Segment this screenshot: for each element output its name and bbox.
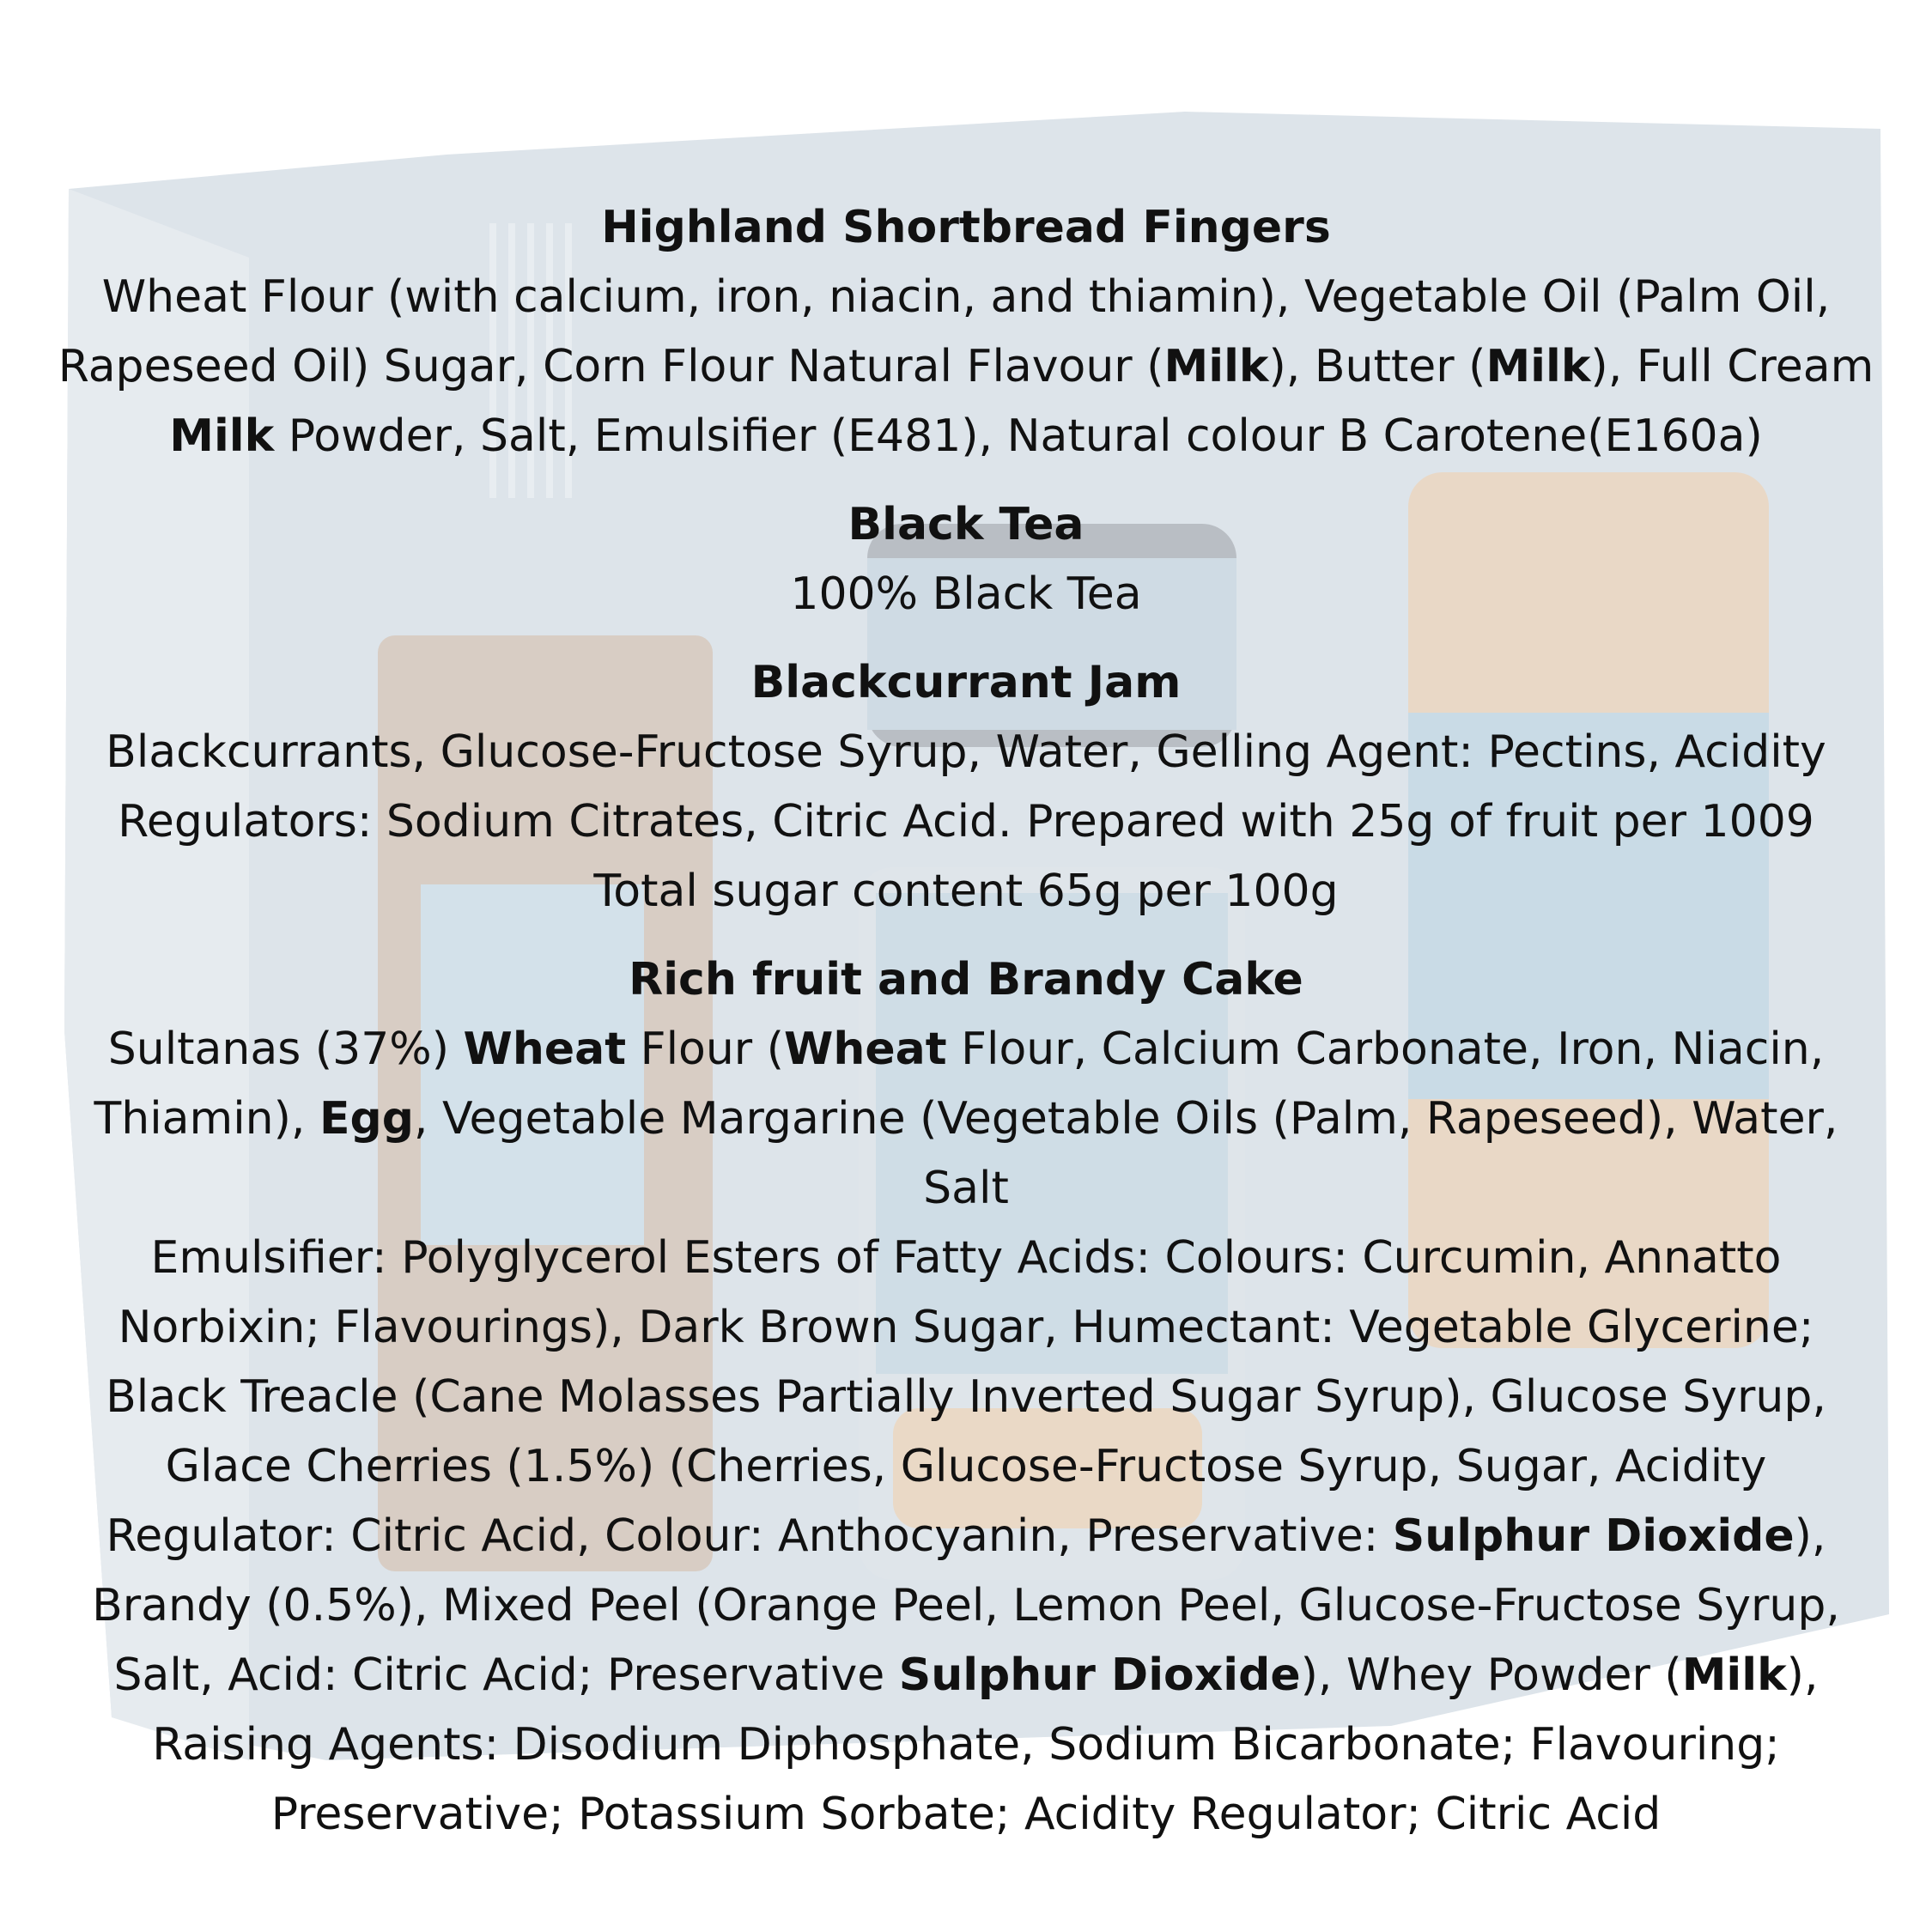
- shortbread-title: Highland Shortbread Fingers: [601, 202, 1331, 253]
- ingredients-text: [52, 193, 1880, 1868]
- cake-line: Preservative; Potassium Sorbate; Acidity Regulator; Citric Acid: [270, 1789, 1662, 1840]
- cake-line: Sultanas (37%) Wheat Flour (Wheat Flour, Calcium Carbonate, Iron, Niacin,: [107, 1024, 1825, 1075]
- shortbread-line: Wheat Flour (with calcium, iron, niacin, and thiamin), Vegetable Oil (Palm Oil,: [101, 271, 1831, 323]
- cake-title: Rich fruit and Brandy Cake: [629, 954, 1303, 1005]
- jam-line: Blackcurrants, Glucose-Fructose Syrup, Water, Gelling Agent: Pectins, Acidity: [106, 726, 1826, 778]
- cake-line: Norbixin; Flavourings), Dark Brown Sugar, Humectant: Vegetable Glycerine;: [118, 1302, 1814, 1353]
- shortbread-ingredients: [52, 263, 1880, 471]
- cake-line: Emulsifier: Polyglycerol Esters of Fatty Acids: Colours: Curcumin, Annatto: [150, 1232, 1782, 1284]
- jam-title: Blackcurrant Jam: [750, 657, 1182, 708]
- jam-line: Total sugar content 65g per 100g: [593, 866, 1339, 917]
- jam-ingredients: [52, 718, 1880, 927]
- shortbread-line: Rapeseed Oil) Sugar, Corn Flour Natural Flavour (Milk), Butter (Milk), Full Cream: [58, 341, 1874, 392]
- tea-title: Black Tea: [848, 499, 1084, 550]
- shortbread-line: Milk Powder, Salt, Emulsifier (E481), Natural colour B Carotene(E160a): [169, 410, 1763, 462]
- cake-line: Raising Agents: Disodium Diphosphate, Sodium Bicarbonate; Flavouring;: [152, 1719, 1780, 1771]
- cake-line: Glace Cherries (1.5%) (Cherries, Glucose-Fructose Syrup, Sugar, Acidity: [165, 1441, 1767, 1492]
- jam-line: Regulators: Sodium Citrates, Citric Acid. Prepared with 25g of fruit per 1009: [118, 796, 1814, 848]
- cake-line: Black Treacle (Cane Molasses Partially Inverted Sugar Syrup), Glucose Syrup,: [106, 1371, 1826, 1423]
- cake-line: Regulator: Citric Acid, Colour: Anthocyanin, Preservative: Sulphur Dioxide),: [106, 1510, 1826, 1562]
- cake-ingredients: [52, 1015, 1880, 1850]
- cake-line: Thiamin), Egg, Vegetable Margarine (Vegetable Oils (Palm, Rapeseed), Water, Salt: [94, 1093, 1838, 1214]
- cake-line: Salt, Acid: Citric Acid; Preservative Sulphur Dioxide), Whey Powder (Milk),: [113, 1649, 1819, 1701]
- cake-line: Brandy (0.5%), Mixed Peel (Orange Peel, Lemon Peel, Glucose-Fructose Syrup,: [92, 1580, 1840, 1631]
- tea-ingredients: 100% Black Tea: [790, 568, 1142, 620]
